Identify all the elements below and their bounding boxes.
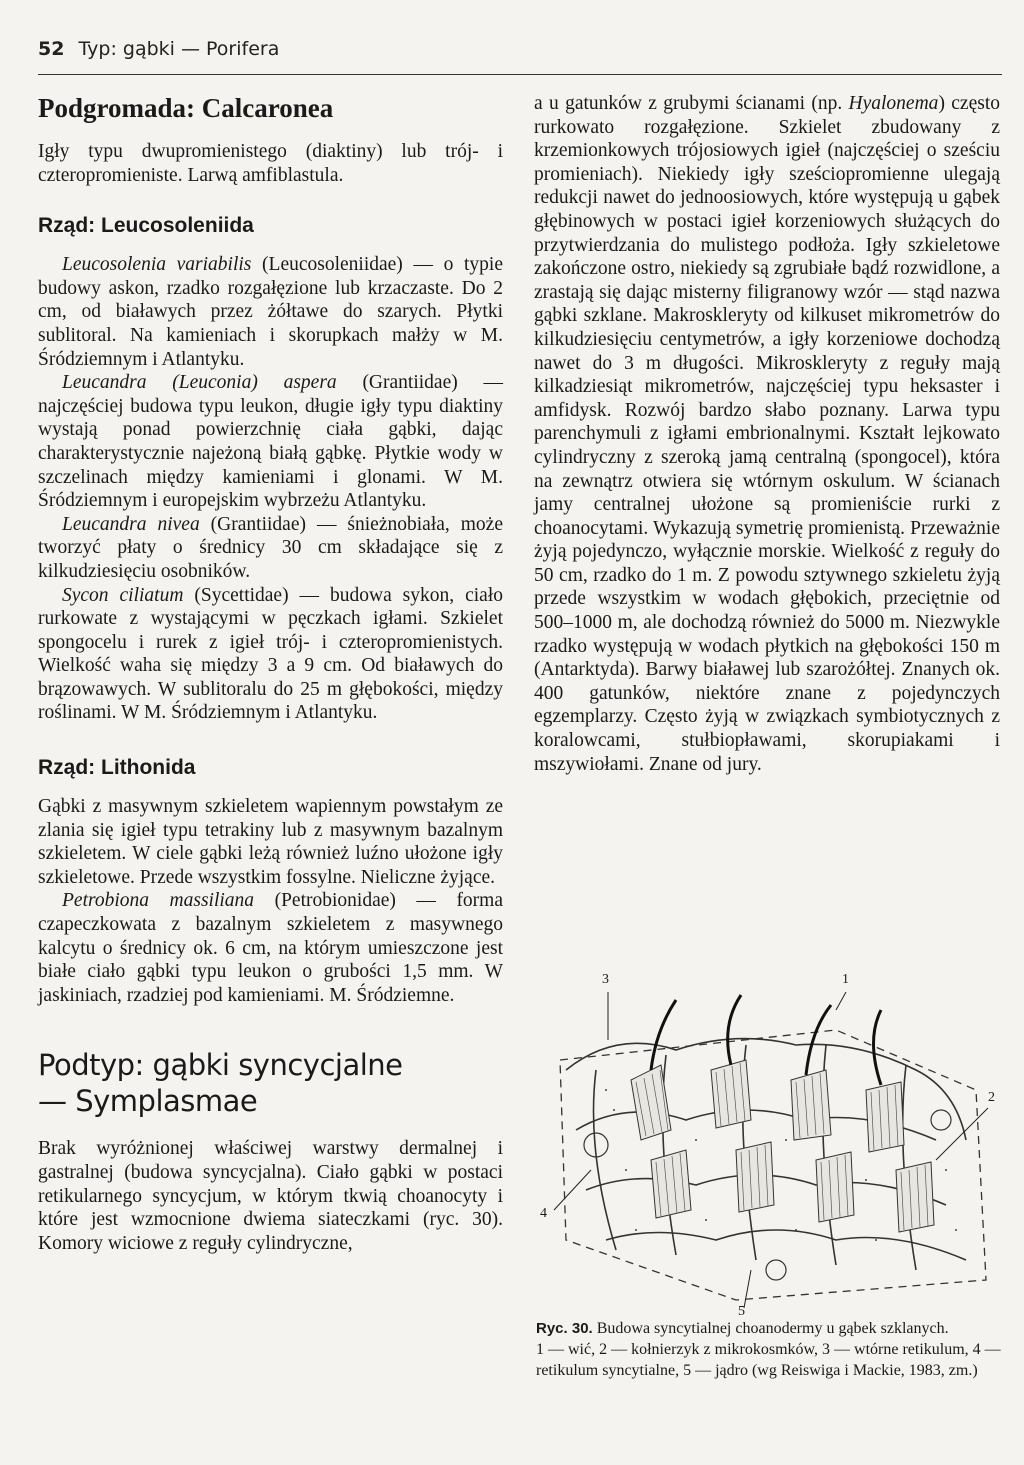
species-name: Sycon ciliatum (62, 584, 184, 606)
species-name: Leucandra nivea (62, 513, 200, 535)
species-name: Leucandra (Leuconia) aspera (62, 372, 337, 394)
heading-leucosoleniida: Rząd: Leucosoleniida (38, 214, 254, 238)
heading-symplasmae-line2: — Symplasmae (38, 1084, 258, 1119)
caption-title-text: Budowa syncytialnej choanodermy u gąbek szklanych. (592, 1320, 949, 1337)
text-run: a u gatunków z grubymi ścianami (np. (534, 93, 849, 114)
calcaronea-intro: Igły typu dwupromienistego (diaktiny) lub trój- i czteropromieniste. Larwą amfiblastula. (38, 141, 503, 186)
caption-legend: 1 — wić, 2 — kołnierzyk z mikrokosmków, 3 — wtórne retikulum, 4 — retikulum syncytialne, 5 — jądro (wg Reiswiga i Mackie, 1983, zm.) (536, 1341, 1001, 1379)
caption-title (536, 1318, 1002, 1339)
entry-leucandra-aspera (38, 371, 503, 513)
entry-text: (Petrobionidae) — forma czapeczkowata z bazalnym szkieletem z masywnego kalcytu o średnicy ok. 6 cm, na którym umieszczone jest białe ciało gąbki typu leukon o grubości 1,5 mm. W jaskiniach, rzadziej pod kamieniami. M. Śródziemne. (38, 890, 503, 1006)
left-column (38, 92, 503, 1255)
species-name: Leucosolenia variabilis (62, 254, 252, 276)
figure-label-4: 4 (540, 1206, 547, 1221)
heading-symplasmae-line1: Podtyp: gąbki syncycjalne (38, 1048, 403, 1083)
species-name: Petrobiona massiliana (62, 890, 255, 912)
entry-leucosolenia-variabilis (38, 253, 503, 371)
hexactinellida-description (534, 92, 1000, 776)
entry-text: (Grantiidae) — śnieżnobiała, może tworzyć płaty o średnicy 30 cm składające się z kilkudziesięciu osobników. (38, 513, 503, 582)
entry-text: (Grantiidae) — najczęściej budowa typu leukon, długie igły typu diaktiny wystają ponad powierzchnię ciała gąbki, dając charakterystycznie najeżoną białą gąbkę. Płytkie wody w szczelinach między kamieniami i glonami. W M. Śródziemnym i europejskim wybrzeżu Atlantyku. (38, 372, 503, 512)
entry-text: (Sycettidae) — budowa sykon, ciało rurkowate z wystającymi w pęczkach igłami. Szkielet spongocelu i rurek z igieł trój- i czteropromienistych. Wielkość waha się między 3 a 9 cm. Od białawych do brązowawych. W sublitoralu do 25 m głębokości, między roślinami. W M. Śródziemnym i Atlantyku. (38, 584, 503, 724)
entry-text: (Leucosoleniidae) — o typie budowy askon, rzadko rozgałęzione lub krzaczaste. Do 2 cm, od białawych przez żółtawe do szarych. Płytki sublitoral. Na kamieniach i skorupkach małży w M. Śródziemnym i Atlantyku. (38, 254, 503, 370)
genus-hyalonema: Hyalonema (848, 93, 939, 114)
entry-sycon-ciliatum (38, 584, 503, 726)
heading-symplasmae (38, 1047, 503, 1119)
symplasmae-intro: Brak wyróżnionej właściwej warstwy dermalnej i gastralnej (budowa syncycjalna). Ciało gąbki w postaci retikularnego syncycjum, w którym tkwią choanocyty i które jest wzmocnione dwiema siateczkami (ryc. 30). Komory wiciowe z reguły cylindryczne, (38, 1138, 503, 1254)
figure-30-illustration (536, 970, 1002, 1320)
heading-calcaronea: Podgromada: Calcaronea (38, 93, 334, 123)
choanoderm-drawing (536, 970, 1002, 1320)
figure-label-2: 2 (988, 1090, 995, 1105)
caption-label: Ryc. 30. (536, 1320, 593, 1337)
entry-leucandra-nivea (38, 513, 503, 584)
entry-petrobiona-massiliana (38, 889, 503, 1007)
page-number: 52 (38, 38, 65, 60)
text-run: ) często rurkowato rozgałęzione. Szkielet zbudowany z krzemionkowych trójosiowych igieł (najczęściej o sześciu promieniach). Niekiedy igły sześciopromienne ulegają redukcji nawet do jednoosiowych, które występują u gąbek głębinowych w postaci igieł korzeniowych służących do przytwierdzania do mulistego podłoża. Igły szkieletowe zakończone ostro, niekiedy są zgrubiałe bądź rozwidlone, a zrastają się dając misterny filigranowy wzór — stąd nazwa gąbki szklane. Makroskleryty od kilkuset mikrometrów do kilkudziesięciu centymetrów, a igły korzeniowe dochodzą nawet do 3 m długości. Mikroskleryty z reguły mają kilkadziesiąt mikrometrów, najczęściej typu heksaster i amfidysk. Rozwój bardzo słabo poznany. Larwa typu parenchymuli z igłami embrionalnymi. Kształt lejkowato cylindryczny z szeroką jamą centralną (spongocel), która na zewnątrz otwiera się wtórnym oskulum. W ścianach jamy centralnej ułożone są promieniście rurki z choanocytami. Wykazują symetrię promienistą. Przeważnie żyją pojedynczo, wyłącznie morskie. Wielkość z reguły do 50 cm, rzadko do 1 m. Z powodu sztywnego szkieletu żyją przede wszystkim w wodach głębokich, przeciętnie od 500–1000 m, ale dochodzą również do 5000 m. Niezwykle rzadko występują w wodach płytkich na głębokości 150 m (Antarktyda). Barwy białawej lub szarożółtej. Znanych ok. 400 gatunków, niektóre znane z pojedynczych egzemplarzy. Często żyją w związkach symbiotycznych z koralowcami, stułbiopławami, skorupiakami i mszywiołami. Znane od jury. (534, 93, 1000, 775)
figure-label-1: 1 (842, 972, 849, 987)
right-column (534, 92, 1000, 776)
lithonida-intro: Gąbki z masywnym szkieletem wapiennym powstałym ze zlania się igieł typu tetrakiny lub z masywnym bazalnym szkieletem. W ciele gąbki leżą również luźno ułożone igły szkieletowe. Przede wszystkim fossylne. Nieliczne żyjące. (38, 796, 503, 888)
heading-lithonida: Rząd: Lithonida (38, 756, 196, 780)
running-head (38, 38, 279, 60)
header-rule (38, 74, 1002, 75)
running-head-title: Typ: gąbki — Porifera (78, 38, 280, 60)
figure-caption (536, 1318, 1002, 1381)
figure-label-3: 3 (602, 972, 609, 987)
figure-label-5: 5 (738, 1304, 745, 1319)
